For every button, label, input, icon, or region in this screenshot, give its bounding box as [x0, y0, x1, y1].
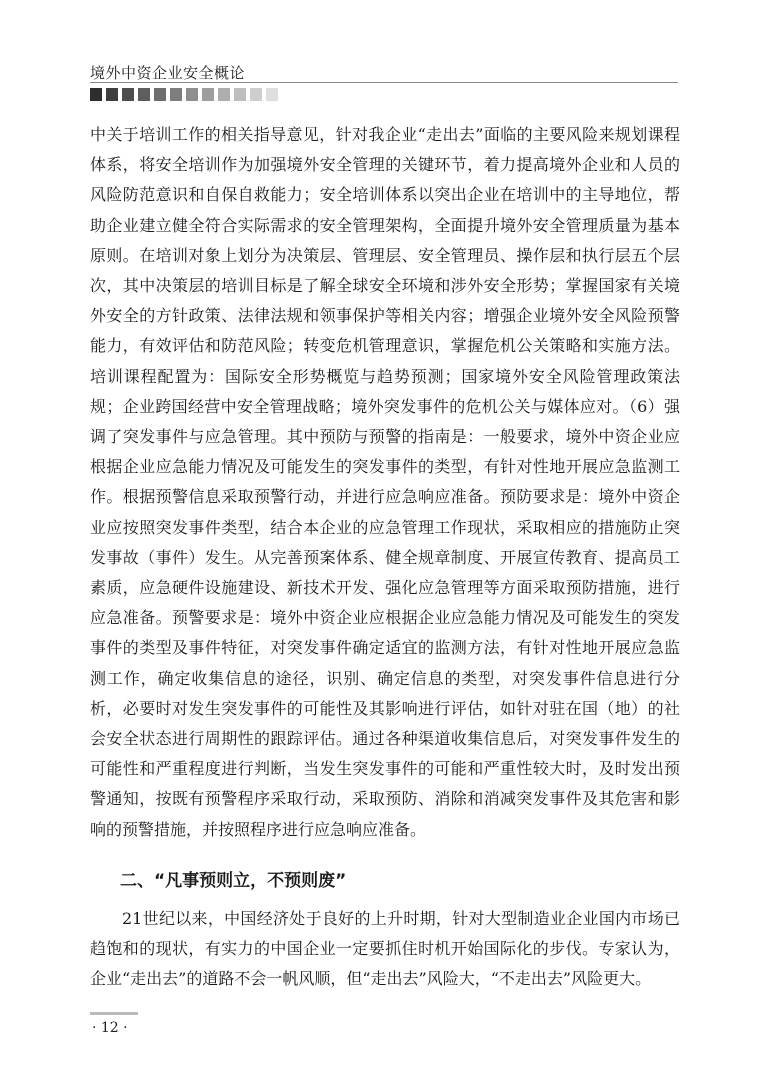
header-square: [202, 88, 214, 101]
header-square: [90, 88, 102, 101]
header-square: [186, 88, 198, 101]
running-header-title: 境外中资企业安全概论: [90, 64, 246, 82]
header-square: [234, 88, 246, 101]
page-number: · 12 ·: [92, 1020, 128, 1036]
header-square: [106, 88, 118, 101]
header-square: [218, 88, 230, 101]
header-square: [138, 88, 150, 101]
footer-rule: [90, 1012, 138, 1015]
section-heading: 二、“凡事预则立，不预则废”: [120, 871, 347, 891]
header-square: [170, 88, 182, 101]
header-square: [154, 88, 166, 101]
header-square: [266, 88, 278, 101]
header-rule: [90, 82, 678, 83]
body-paragraph: 21世纪以来，中国经济处于良好的上升时期，针对大型制造业企业国内市场已趋饱和的现状，有实力的中国企业一定要抓住时机开始国际化的步伐。专家认为，企业“走出去”的道路不会一帆风顺，但“走出去”风险大，“不走出去”风险更大。: [90, 909, 680, 989]
body-paragraph: 中关于培训工作的相关指导意见，针对我企业“走出去”面临的主要风险来规划课程体系，将安全培训作为加强境外安全管理的关键环节，着力提高境外企业和人员的风险防范意识和自保自救能力；安全培训体系以突出企业在培训中的主导地位，帮助企业建立健全符合实际需求的安全管理架构，全面提升境外安全管理质量为基本原则。在培训对象上划分为决策层、管理层、安全管理员、操作层和执行层五个层次，其中决策层的培训目标是了解全球安全环境和涉外安全形势；掌握国家有关境外安全的方针政策、法律法规和领事保护等相关内容；增强企业境外安全风险预警能力，有效评估和防范风险；转变危机管理意识，掌握危机公关策略和实施方法。培训课程配置为：国际安全形势概览与趋势预测；国家境外安全风险管理政策法规；企业跨国经营中安全管理战略；境外突发事件的危机公关与媒体应对。（6）强调了突发事件与应急管理。其中预防与预警的指南是：一般要求，境外中资企业应根据企业应急能力情况及可能发生的突发事件的类型，有针对性地开展应急监测工作。根据预警信息采取预警行动，并进行应急响应准备。预防要求是：境外中资企业应按照突发事件类型，结合本企业的应急管理工作现状，采取相应的措施防止突发事故（事件）发生。从完善预案体系、健全规章制度、开展宣传教育、提高员工素质，应急硬件设施建设、新技术开发、强化应急管理等方面采取预防措施，进行应急准备。预警要求是：境外中资企业应根据企业应急能力情况及可能发生的突发事件的类型及事件特征，对突发事件确定适宜的监测方法，有针对性地开展应急监测工作，确定收集信息的途径，识别、确定信息的类型，对突发事件信息进行分析，必要时对发生突发事件的可能性及其影响进行评估，如针对驻在国（地）的社会安全状态进行周期性的跟踪评估。通过各种渠道收集信息后，对突发事件发生的可能性和严重程度进行判断，当发生突发事件的可能和严重性较大时，及时发出预警通知，按既有预警程序采取行动，采取预防、消除和消减突发事件及其危害和影响的预警措施，并按照程序进行应急响应准备。: [90, 125, 680, 839]
header-square: [122, 88, 134, 101]
header-square: [250, 88, 262, 101]
header-gradient-squares: [90, 88, 278, 101]
